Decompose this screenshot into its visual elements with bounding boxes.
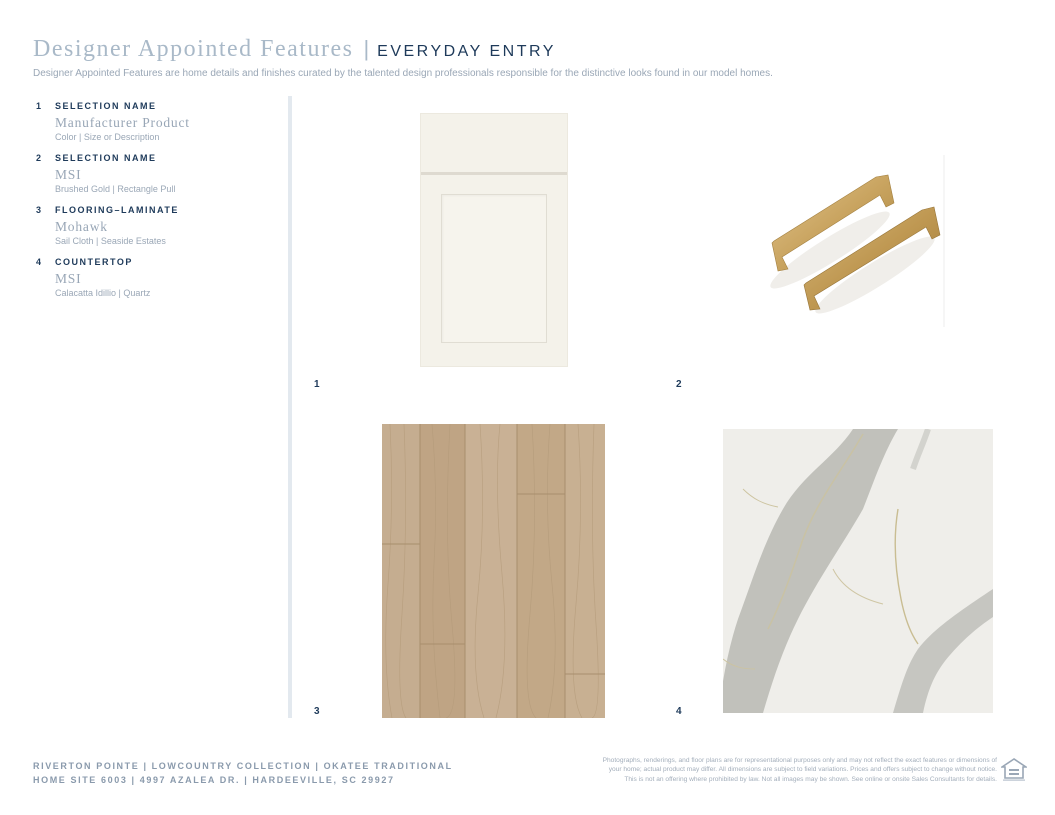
selection-number: 4 bbox=[36, 257, 42, 267]
disclaimer-line: This is not an offering where prohibited by law. Not all images may be shown. See online or onsite Sales Consultants for details. bbox=[624, 775, 997, 783]
selection-header bbox=[36, 153, 276, 163]
title-row bbox=[33, 36, 1023, 63]
title-separator: | bbox=[363, 36, 370, 61]
selection-detail: Color | Size or Description bbox=[55, 132, 160, 142]
selection-name: FLOORING–LAMINATE bbox=[55, 205, 179, 215]
page-subtitle-title: EVERYDAY ENTRY bbox=[377, 43, 556, 60]
selection-item bbox=[36, 101, 276, 142]
selection-detail: Brushed Gold | Rectangle Pull bbox=[55, 184, 176, 194]
selection-number: 2 bbox=[36, 153, 42, 163]
selection-name: SELECTION NAME bbox=[55, 101, 157, 111]
selection-item bbox=[36, 153, 276, 194]
disclaimer-line: your home; actual product may differ. All dimensions are subject to field variations. Prices and offers subject to change without notice. bbox=[608, 766, 997, 774]
image-number: 4 bbox=[676, 706, 682, 717]
footer-community-info bbox=[33, 759, 453, 787]
selection-body bbox=[36, 219, 276, 246]
image-number: 2 bbox=[676, 379, 682, 390]
quartz-countertop-swatch bbox=[723, 429, 993, 713]
flooring-planks bbox=[382, 424, 605, 718]
disclaimer-line: Photographs, renderings, and floor plans are for representational purposes only and may not reflect the exact features or dimensions of bbox=[602, 757, 997, 764]
footer-line-address: HOME SITE 6003 | 4997 AZALEA DR. | HARDEEVILLE, SC 29927 bbox=[33, 775, 395, 785]
selection-product: Manufacturer Product bbox=[55, 115, 190, 130]
selection-list bbox=[36, 101, 276, 309]
selection-header bbox=[36, 257, 276, 267]
selection-body bbox=[36, 271, 276, 298]
selection-header bbox=[36, 101, 276, 111]
selection-name: SELECTION NAME bbox=[55, 153, 157, 163]
selection-name: COUNTERTOP bbox=[55, 257, 133, 267]
image-number: 3 bbox=[314, 706, 320, 717]
selection-number: 3 bbox=[36, 205, 42, 215]
legal-disclaimer bbox=[520, 756, 997, 784]
vertical-divider bbox=[288, 96, 292, 718]
selection-body bbox=[36, 115, 276, 142]
image-number: 1 bbox=[314, 379, 320, 390]
cabinet-recessed-panel bbox=[441, 194, 547, 343]
selection-product: MSI bbox=[55, 167, 82, 182]
selection-header bbox=[36, 205, 276, 215]
quartz-veining bbox=[723, 429, 993, 713]
selection-detail: Calacatta Idillio | Quartz bbox=[55, 288, 151, 298]
page-description: Designer Appointed Features are home details and finishes curated by the talented design professionals responsible for the distinctive looks found in our model homes. bbox=[33, 68, 773, 79]
selection-number: 1 bbox=[36, 101, 42, 111]
equal-housing-opportunity-icon bbox=[1001, 758, 1027, 782]
selection-detail: Sail Cloth | Seaside Estates bbox=[55, 236, 166, 246]
pull-illustration bbox=[700, 155, 946, 327]
selection-item bbox=[36, 205, 276, 246]
selection-item bbox=[36, 257, 276, 298]
cabinet-top-rail bbox=[421, 172, 567, 175]
page-title: Designer Appointed Features bbox=[33, 36, 354, 62]
selection-product: MSI bbox=[55, 271, 82, 286]
footer-line-community: RIVERTON POINTE | LOWCOUNTRY COLLECTION | OKATEE TRADITIONAL bbox=[33, 761, 453, 771]
brushed-gold-pull-swatch bbox=[700, 155, 946, 327]
selection-product: Mohawk bbox=[55, 219, 108, 234]
cabinet-door-swatch bbox=[420, 113, 568, 367]
selection-body bbox=[36, 167, 276, 194]
header bbox=[33, 36, 1023, 79]
laminate-flooring-swatch bbox=[382, 424, 605, 718]
